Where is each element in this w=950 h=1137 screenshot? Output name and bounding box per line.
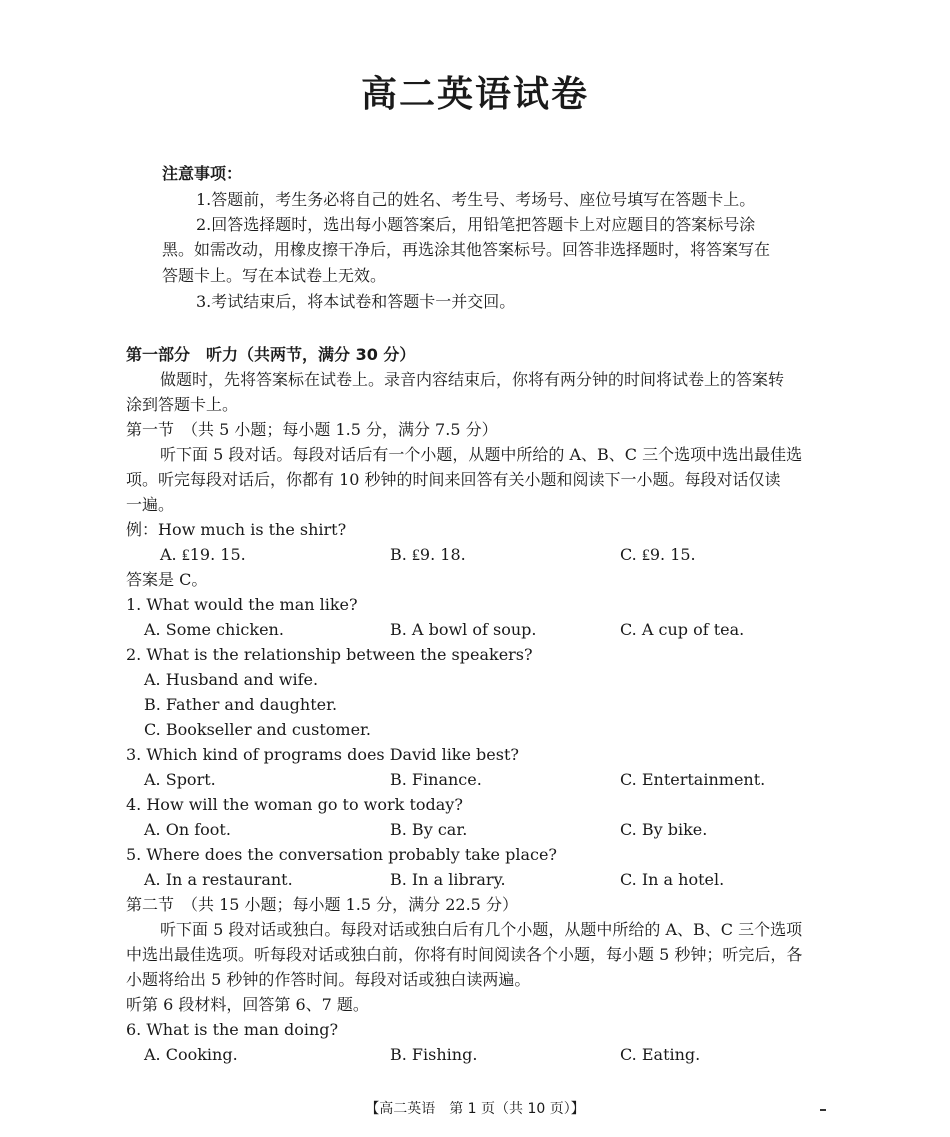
notice-item-2-line-2: 黑。如需改动，用橡皮擦干净后，再选涂其他答案标号。回答非选择题时，将答案写在	[162, 240, 771, 259]
page-title: 高二英语试卷	[360, 74, 589, 115]
example-option-b: B. ₤9. 18.	[390, 545, 466, 564]
question-1: 1. What would the man like?	[126, 595, 358, 614]
example-answer: 答案是 C。	[126, 570, 208, 589]
q5-option-c: C. In a hotel.	[620, 870, 725, 889]
q2-option-c: C. Bookseller and customer.	[144, 720, 372, 739]
q2-option-b: B. Father and daughter.	[144, 695, 338, 714]
part1-intro-line-1: 做题时，先将答案标在试卷上。录音内容结束后，你将有两分钟的时间将试卷上的答案转	[160, 370, 785, 389]
example-question: 例：How much is the shirt?	[126, 520, 347, 539]
notice-heading: 注意事项：	[162, 164, 243, 183]
section1-intro-line-3: 一遍。	[126, 495, 175, 514]
q2-option-a: A. Husband and wife.	[144, 670, 319, 689]
notice-item-2-line-1: 2.回答选择题时，选出每小题答案后，用铅笔把答题卡上对应题目的答案标号涂	[196, 215, 756, 234]
question-2: 2. What is the relationship between the speakers?	[126, 645, 533, 664]
q6-option-a: A. Cooking.	[144, 1045, 238, 1064]
section2-heading: 第二节 （共 15 小题；每小题 1.5 分，满分 22.5 分）	[126, 895, 518, 914]
section2-intro-line-3: 小题将给出 5 秒钟的作答时间。每段对话或独白读两遍。	[126, 970, 531, 989]
q3-option-b: B. Finance.	[390, 770, 482, 789]
section2-intro-line-1: 听下面 5 段对话或独白。每段对话或独白后有几个小题，从题中所给的 A、B、C 三个选项	[160, 920, 803, 939]
q1-option-c: C. A cup of tea.	[620, 620, 745, 639]
material-6-instruction: 听第 6 段材料，回答第 6、7 题。	[126, 995, 369, 1014]
part1-heading: 第一部分 听力（共两节，满分 30 分）	[126, 345, 416, 364]
q6-option-c: C. Eating.	[620, 1045, 701, 1064]
q4-option-a: A. On foot.	[144, 820, 231, 839]
section1-intro-line-1: 听下面 5 段对话。每段对话后有一个小题，从题中所给的 A、B、C 三个选项中选出最佳选	[160, 445, 803, 464]
section1-intro-line-2: 项。听完每段对话后，你都有 10 秒钟的时间来回答有关小题和阅读下一小题。每段对话仅读	[126, 470, 781, 489]
question-3: 3. Which kind of programs does David like best?	[126, 745, 519, 764]
q3-option-a: A. Sport.	[144, 770, 216, 789]
q1-option-b: B. A bowl of soup.	[390, 620, 537, 639]
page-footer: 【高二英语 第 1 页（共 10 页）】	[365, 1101, 585, 1117]
q5-option-a: A. In a restaurant.	[144, 870, 293, 889]
q4-option-c: C. By bike.	[620, 820, 708, 839]
notice-item-1: 1.答题前，考生务必将自己的姓名、考生号、考场号、座位号填写在答题卡上。	[196, 190, 756, 209]
example-option-a: A. ₤19. 15.	[160, 545, 246, 564]
section2-intro-line-2: 中选出最佳选项。听每段对话或独白前，你将有时间阅读各个小题，每小题 5 秒钟；听完后，各	[126, 945, 803, 964]
q3-option-c: C. Entertainment.	[620, 770, 766, 789]
q6-option-b: B. Fishing.	[390, 1045, 478, 1064]
notice-item-2-line-3: 答题卡上。写在本试卷上无效。	[162, 266, 387, 285]
notice-item-3: 3.考试结束后，将本试卷和答题卡一并交回。	[196, 292, 516, 311]
corner-mark	[820, 1109, 826, 1111]
q5-option-b: B. In a library.	[390, 870, 506, 889]
question-4: 4. How will the woman go to work today?	[126, 795, 463, 814]
part1-intro-line-2: 涂到答题卡上。	[126, 395, 239, 414]
example-option-c: C. ₤9. 15.	[620, 545, 696, 564]
q1-option-a: A. Some chicken.	[144, 620, 284, 639]
section1-heading: 第一节 （共 5 小题；每小题 1.5 分，满分 7.5 分）	[126, 420, 498, 439]
question-6: 6. What is the man doing?	[126, 1020, 339, 1039]
q4-option-b: B. By car.	[390, 820, 468, 839]
question-5: 5. Where does the conversation probably take place?	[126, 845, 557, 864]
